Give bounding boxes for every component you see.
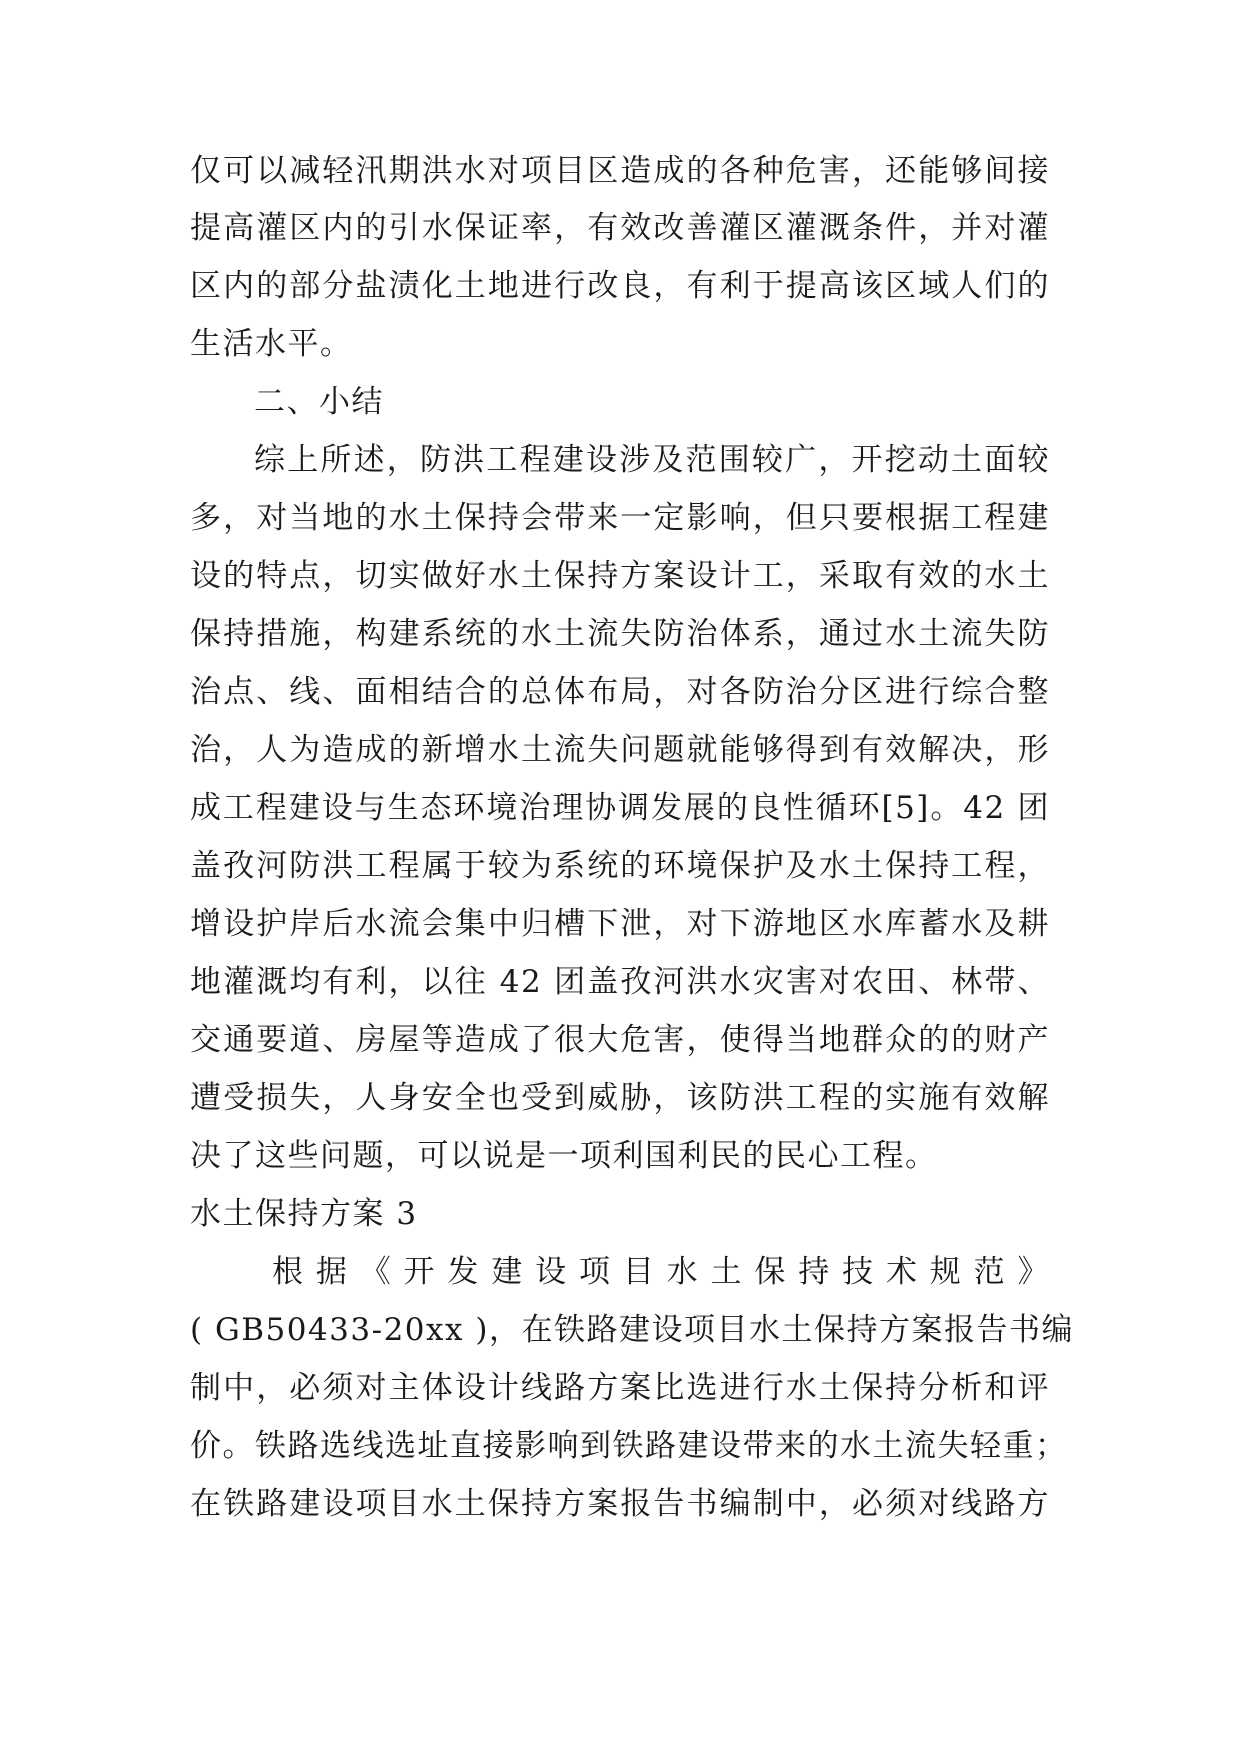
paragraph-line: 遭受损失，人身安全也受到威胁，该防洪工程的实施有效解 — [190, 1080, 1050, 1116]
paragraph-line: 盖孜河防洪工程属于较为系统的环境保护及水土保持工程， — [190, 848, 1050, 884]
section-title: 水土保持方案 3 — [190, 1196, 418, 1232]
paragraph-line: 提高灌区内的引水保证率，有效改善灌区灌溉条件，并对灌 — [190, 210, 1050, 246]
paragraph-line: 交通要道、房屋等造成了很大危害，使得当地群众的的财产 — [190, 1022, 1050, 1058]
paragraph-line: 增设护岸后水流会集中归槽下泄，对下游地区水库蓄水及耕 — [190, 906, 1050, 942]
paragraph-line: ( GB50433-20xx )，在铁路建设项目水土保持方案报告书编 — [190, 1312, 1074, 1348]
paragraph-line: 治，人为造成的新增水土流失问题就能够得到有效解决，形 — [190, 732, 1050, 768]
section-heading: 二、小结 — [254, 384, 384, 420]
paragraph-line: 多，对当地的水土保持会带来一定影响，但只要根据工程建 — [190, 500, 1050, 536]
paragraph-line: 成工程建设与生态环境治理协调发展的良性循环[5]。42 团 — [190, 790, 1050, 826]
paragraph-line: 保持措施，构建系统的水土流失防治体系，通过水土流失防 — [190, 616, 1050, 652]
paragraph-line: 决了这些问题，可以说是一项利国利民的民心工程。 — [190, 1138, 938, 1174]
paragraph-line: 根 据 《 开 发 建 设 项 目 水 土 保 持 技 术 规 范 》 — [272, 1254, 1051, 1290]
paragraph-line: 设的特点，切实做好水土保持方案设计工，采取有效的水土 — [190, 558, 1050, 594]
paragraph-line: 区内的部分盐渍化土地进行改良，有利于提高该区域人们的 — [190, 268, 1050, 304]
paragraph-line: 制中，必须对主体设计线路方案比选进行水土保持分析和评 — [190, 1370, 1050, 1406]
paragraph-line: 地灌溉均有利，以往 42 团盖孜河洪水灾害对农田、林带、 — [190, 964, 1050, 1000]
paragraph-line: 生活水平。 — [190, 326, 353, 362]
paragraph-line: 治点、线、面相结合的总体布局，对各防治分区进行综合整 — [190, 674, 1050, 710]
paragraph-line: 价。铁路选线选址直接影响到铁路建设带来的水土流失轻重； — [190, 1428, 1068, 1464]
paragraph-line: 综上所述，防洪工程建设涉及范围较广，开挖动土面较 — [254, 442, 1050, 478]
paragraph-line: 仅可以减轻汛期洪水对项目区造成的各种危害，还能够间接 — [190, 153, 1050, 189]
paragraph-line: 在铁路建设项目水土保持方案报告书编制中，必须对线路方 — [190, 1486, 1050, 1522]
